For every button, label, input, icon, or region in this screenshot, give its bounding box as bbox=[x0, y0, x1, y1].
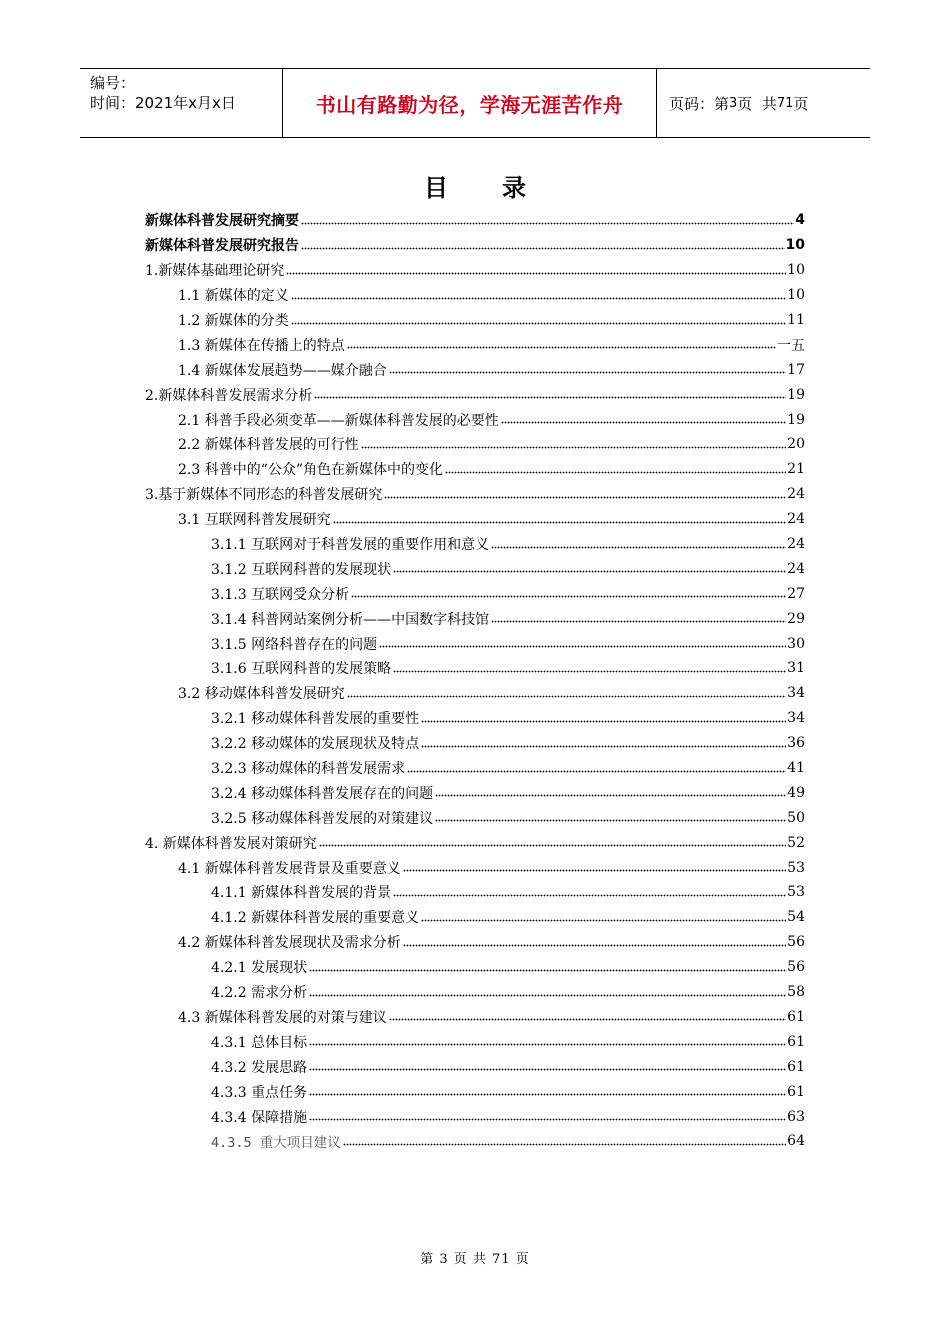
toc-entry-title: 4.3 新媒体科普发展的对策与建议 bbox=[178, 1009, 387, 1026]
toc-entry-title: 4.1.2 新媒体科普发展的重要意义 bbox=[211, 910, 420, 927]
toc-entry-page: 17 bbox=[787, 361, 805, 378]
toc-dot-leader bbox=[389, 371, 786, 374]
toc-title: 目录 bbox=[424, 174, 580, 202]
toc-entry[interactable] bbox=[145, 258, 805, 283]
toc-dot-leader bbox=[291, 322, 786, 325]
toc-dot-leader bbox=[384, 496, 786, 499]
toc-entry[interactable] bbox=[145, 756, 805, 781]
toc-entry-title: 3.1.6 互联网科普的发展策略 bbox=[211, 661, 392, 678]
toc-entry[interactable] bbox=[145, 208, 805, 233]
toc-entry[interactable] bbox=[145, 1079, 805, 1104]
toc-dot-leader bbox=[314, 396, 786, 399]
toc-entry-title: 1.3 新媒体在传播上的特点 bbox=[178, 337, 345, 354]
toc-entry[interactable] bbox=[145, 955, 805, 980]
toc-entry-page: 34 bbox=[787, 710, 805, 727]
toc-dot-leader bbox=[421, 745, 786, 748]
toc-entry-title: 3.基于新媒体不同形态的科普发展研究 bbox=[145, 487, 383, 504]
page-end-label: 页 bbox=[793, 94, 809, 113]
toc-entry-page: 41 bbox=[787, 760, 805, 777]
toc-entry-page: 58 bbox=[787, 984, 805, 1001]
toc-entry-title: 3.1.1 互联网对于科普发展的重要作用和意义 bbox=[211, 537, 490, 554]
toc-dot-leader bbox=[309, 969, 786, 972]
toc-entry-title: 3.2.2 移动媒体的发展现状及特点 bbox=[211, 736, 420, 753]
toc-entry-page: 10 bbox=[785, 237, 805, 254]
header-motto: 书山有路勤为径，学海无涯苦作舟 bbox=[282, 69, 657, 137]
page-footer: 第 3 页 共 71 页 bbox=[420, 1252, 530, 1267]
toc-entry[interactable] bbox=[145, 980, 805, 1005]
toc-entry[interactable] bbox=[145, 830, 805, 855]
toc-entry-page: 24 bbox=[787, 511, 805, 528]
toc-entry-page: 61 bbox=[787, 1083, 805, 1100]
toc-entry-title: 3.2.3 移动媒体的科普发展需求 bbox=[211, 761, 406, 778]
toc-entry[interactable] bbox=[145, 1129, 805, 1154]
toc-entry-title: 3.1.2 互联网科普的发展现状 bbox=[211, 561, 392, 578]
toc-entry[interactable] bbox=[145, 1104, 805, 1129]
toc-entry[interactable] bbox=[145, 407, 805, 432]
toc-dot-leader bbox=[351, 595, 786, 598]
toc-entry[interactable] bbox=[145, 581, 805, 606]
toc-dot-leader bbox=[491, 546, 786, 549]
toc-entry-title: 1.4 新媒体发展趋势——媒介融合 bbox=[178, 362, 387, 379]
toc-entry[interactable] bbox=[145, 731, 805, 756]
toc-entry-title: 3.2.1 移动媒体科普发展的重要性 bbox=[211, 711, 420, 728]
toc-entry-title: 4.2.1 发展现状 bbox=[211, 960, 308, 977]
toc-dot-leader bbox=[421, 720, 786, 723]
toc-entry-page: 24 bbox=[787, 536, 805, 553]
toc-entry[interactable] bbox=[145, 1054, 805, 1079]
toc-entry-page: 29 bbox=[787, 610, 805, 627]
toc-dot-leader bbox=[333, 521, 786, 524]
toc-dot-leader bbox=[501, 421, 786, 424]
toc-entry-title: 2.新媒体科普发展需求分析 bbox=[145, 387, 313, 404]
toc-entry[interactable] bbox=[145, 855, 805, 880]
toc-entry-page: 21 bbox=[787, 461, 805, 478]
toc-entry-title: 3.1 互联网科普发展研究 bbox=[178, 512, 331, 529]
toc-entry-title: 2.2 新媒体科普发展的可行性 bbox=[178, 437, 359, 454]
header-table bbox=[80, 68, 870, 138]
toc-entry-title: 1.1 新媒体的定义 bbox=[178, 288, 289, 305]
document-date-label: 时间：2021年x月x日 bbox=[90, 94, 236, 112]
toc-entry[interactable] bbox=[145, 233, 805, 258]
toc-entry-page: 52 bbox=[787, 834, 805, 851]
toc-entry-title: 3.1.3 互联网受众分析 bbox=[211, 586, 350, 603]
toc-dot-leader bbox=[393, 570, 786, 573]
toc-dot-leader bbox=[347, 346, 776, 349]
page-total: 71 bbox=[776, 95, 794, 111]
toc-entry-page: 61 bbox=[787, 1033, 805, 1050]
toc-entry[interactable] bbox=[145, 382, 805, 407]
table-of-contents bbox=[145, 208, 805, 1154]
toc-entry[interactable] bbox=[145, 706, 805, 731]
toc-dot-leader bbox=[343, 1143, 786, 1146]
toc-entry[interactable] bbox=[145, 507, 805, 532]
toc-entry-page: 19 bbox=[787, 411, 805, 428]
page-current: 3 bbox=[729, 95, 738, 111]
toc-entry-page: 34 bbox=[787, 685, 805, 702]
document-number-label: 编号： bbox=[90, 74, 136, 92]
toc-entry[interactable] bbox=[145, 780, 805, 805]
toc-entry-page: 27 bbox=[787, 585, 805, 602]
toc-entry-title: 3.2 移动媒体科普发展研究 bbox=[178, 686, 345, 703]
toc-entry-title: 4.1 新媒体科普发展背景及重要意义 bbox=[178, 860, 401, 877]
toc-dot-leader bbox=[319, 844, 786, 847]
toc-entry[interactable] bbox=[145, 357, 805, 382]
toc-entry[interactable] bbox=[145, 1029, 805, 1054]
toc-entry-title: 4.3.5 重大项目建议 bbox=[211, 1135, 341, 1152]
toc-dot-leader bbox=[421, 919, 786, 922]
toc-entry-page: 31 bbox=[787, 660, 805, 677]
toc-entry[interactable] bbox=[145, 457, 805, 482]
toc-entry-page: 19 bbox=[787, 386, 805, 403]
toc-entry-page: 61 bbox=[787, 1058, 805, 1075]
toc-entry-title: 1.2 新媒体的分类 bbox=[178, 313, 289, 329]
toc-entry-title: 3.2.5 移动媒体科普发展的对策建议 bbox=[211, 810, 434, 827]
toc-entry-page: 53 bbox=[787, 859, 805, 876]
toc-entry-page: 10 bbox=[787, 262, 805, 279]
toc-entry-title: 4.2.2 需求分析 bbox=[211, 985, 308, 1002]
toc-dot-leader bbox=[403, 944, 786, 947]
toc-dot-leader bbox=[407, 770, 786, 773]
toc-entry-page: 53 bbox=[787, 884, 805, 901]
toc-entry[interactable] bbox=[145, 283, 805, 308]
toc-entry[interactable] bbox=[145, 905, 805, 930]
toc-dot-leader bbox=[393, 894, 786, 897]
toc-dot-leader bbox=[309, 1118, 786, 1121]
toc-entry-page: 61 bbox=[787, 1008, 805, 1025]
toc-dot-leader bbox=[291, 297, 786, 300]
toc-entry[interactable] bbox=[145, 332, 805, 357]
toc-entry[interactable] bbox=[145, 482, 805, 507]
toc-entry[interactable] bbox=[145, 308, 805, 333]
toc-entry-title: 3.1.4 科普网站案例分析——中国数字科技馆 bbox=[211, 611, 490, 628]
toc-dot-leader bbox=[309, 1068, 786, 1071]
toc-entry-title: 4.2 新媒体科普发展现状及需求分析 bbox=[178, 935, 401, 952]
toc-entry-page: 20 bbox=[787, 436, 805, 453]
toc-entry-title: 4.3.4 保障措施 bbox=[211, 1109, 308, 1126]
toc-entry-page: 11 bbox=[787, 312, 805, 328]
toc-dot-leader bbox=[301, 222, 794, 225]
toc-entry[interactable] bbox=[145, 532, 805, 557]
toc-entry-page: 24 bbox=[787, 560, 805, 577]
toc-entry-page: 4 bbox=[795, 212, 805, 229]
toc-entry-title: 3.1.5 网络科普存在的问题 bbox=[211, 636, 378, 653]
toc-entry-title: 4.3.2 发展思路 bbox=[211, 1059, 308, 1076]
toc-entry-title: 4. 新媒体科普发展对策研究 bbox=[145, 835, 317, 852]
toc-dot-leader bbox=[445, 471, 786, 474]
toc-entry-page: 24 bbox=[787, 486, 805, 503]
page-mid-label: 页 共 bbox=[737, 94, 777, 113]
toc-dot-leader bbox=[309, 1043, 786, 1046]
toc-entry-page: 64 bbox=[787, 1133, 805, 1150]
toc-dot-leader bbox=[309, 994, 786, 997]
toc-entry-title: 新媒体科普发展研究摘要 bbox=[145, 213, 299, 230]
toc-entry-page: 50 bbox=[787, 809, 805, 826]
toc-dot-leader bbox=[379, 645, 786, 648]
toc-entry[interactable] bbox=[145, 432, 805, 457]
toc-entry[interactable] bbox=[145, 880, 805, 905]
toc-entry[interactable] bbox=[145, 656, 805, 681]
toc-dot-leader bbox=[309, 1093, 786, 1096]
toc-entry-title: 4.1.1 新媒体科普发展的背景 bbox=[211, 885, 392, 902]
toc-entry[interactable] bbox=[145, 556, 805, 581]
toc-dot-leader bbox=[301, 247, 785, 250]
toc-entry-title: 新媒体科普发展研究报告 bbox=[145, 238, 299, 255]
toc-entry-page: 一五 bbox=[777, 337, 805, 354]
toc-entry-page: 56 bbox=[787, 959, 805, 976]
toc-dot-leader bbox=[435, 819, 786, 822]
toc-entry[interactable] bbox=[145, 606, 805, 631]
toc-entry-page: 10 bbox=[787, 287, 805, 304]
toc-entry-title: 4.3.1 总体目标 bbox=[211, 1034, 308, 1051]
toc-entry-title: 3.2.4 移动媒体科普发展存在的问题 bbox=[211, 785, 434, 802]
toc-entry-page: 54 bbox=[787, 909, 805, 926]
toc-dot-leader bbox=[347, 695, 786, 698]
toc-dot-leader bbox=[393, 670, 786, 673]
toc-dot-leader bbox=[403, 869, 786, 872]
toc-entry-page: 36 bbox=[787, 735, 805, 752]
toc-entry-page: 63 bbox=[787, 1108, 805, 1125]
toc-dot-leader bbox=[361, 446, 786, 449]
toc-entry-title: 4.3.3 重点任务 bbox=[211, 1084, 308, 1101]
header-page-indicator bbox=[657, 69, 870, 137]
toc-entry[interactable] bbox=[145, 631, 805, 656]
toc-entry-page: 56 bbox=[787, 934, 805, 951]
toc-entry-page: 30 bbox=[787, 635, 805, 652]
page-label: 页码：第 bbox=[669, 94, 730, 113]
toc-dot-leader bbox=[389, 1018, 786, 1021]
toc-entry[interactable] bbox=[145, 1005, 805, 1030]
toc-dot-leader bbox=[286, 272, 786, 275]
toc-entry[interactable] bbox=[145, 930, 805, 955]
toc-entry-title: 1.新媒体基础理论研究 bbox=[145, 263, 285, 280]
header-info-cell bbox=[80, 69, 282, 137]
toc-entry[interactable] bbox=[145, 805, 805, 830]
toc-entry[interactable] bbox=[145, 681, 805, 706]
toc-entry-title: 2.1 科普手段必须变革——新媒体科普发展的必要性 bbox=[178, 412, 499, 429]
toc-entry-title: 2.3 科普中的“公众”角色在新媒体中的变化 bbox=[178, 462, 444, 479]
toc-dot-leader bbox=[491, 620, 786, 623]
toc-entry-page: 49 bbox=[787, 784, 805, 801]
toc-dot-leader bbox=[435, 794, 786, 797]
